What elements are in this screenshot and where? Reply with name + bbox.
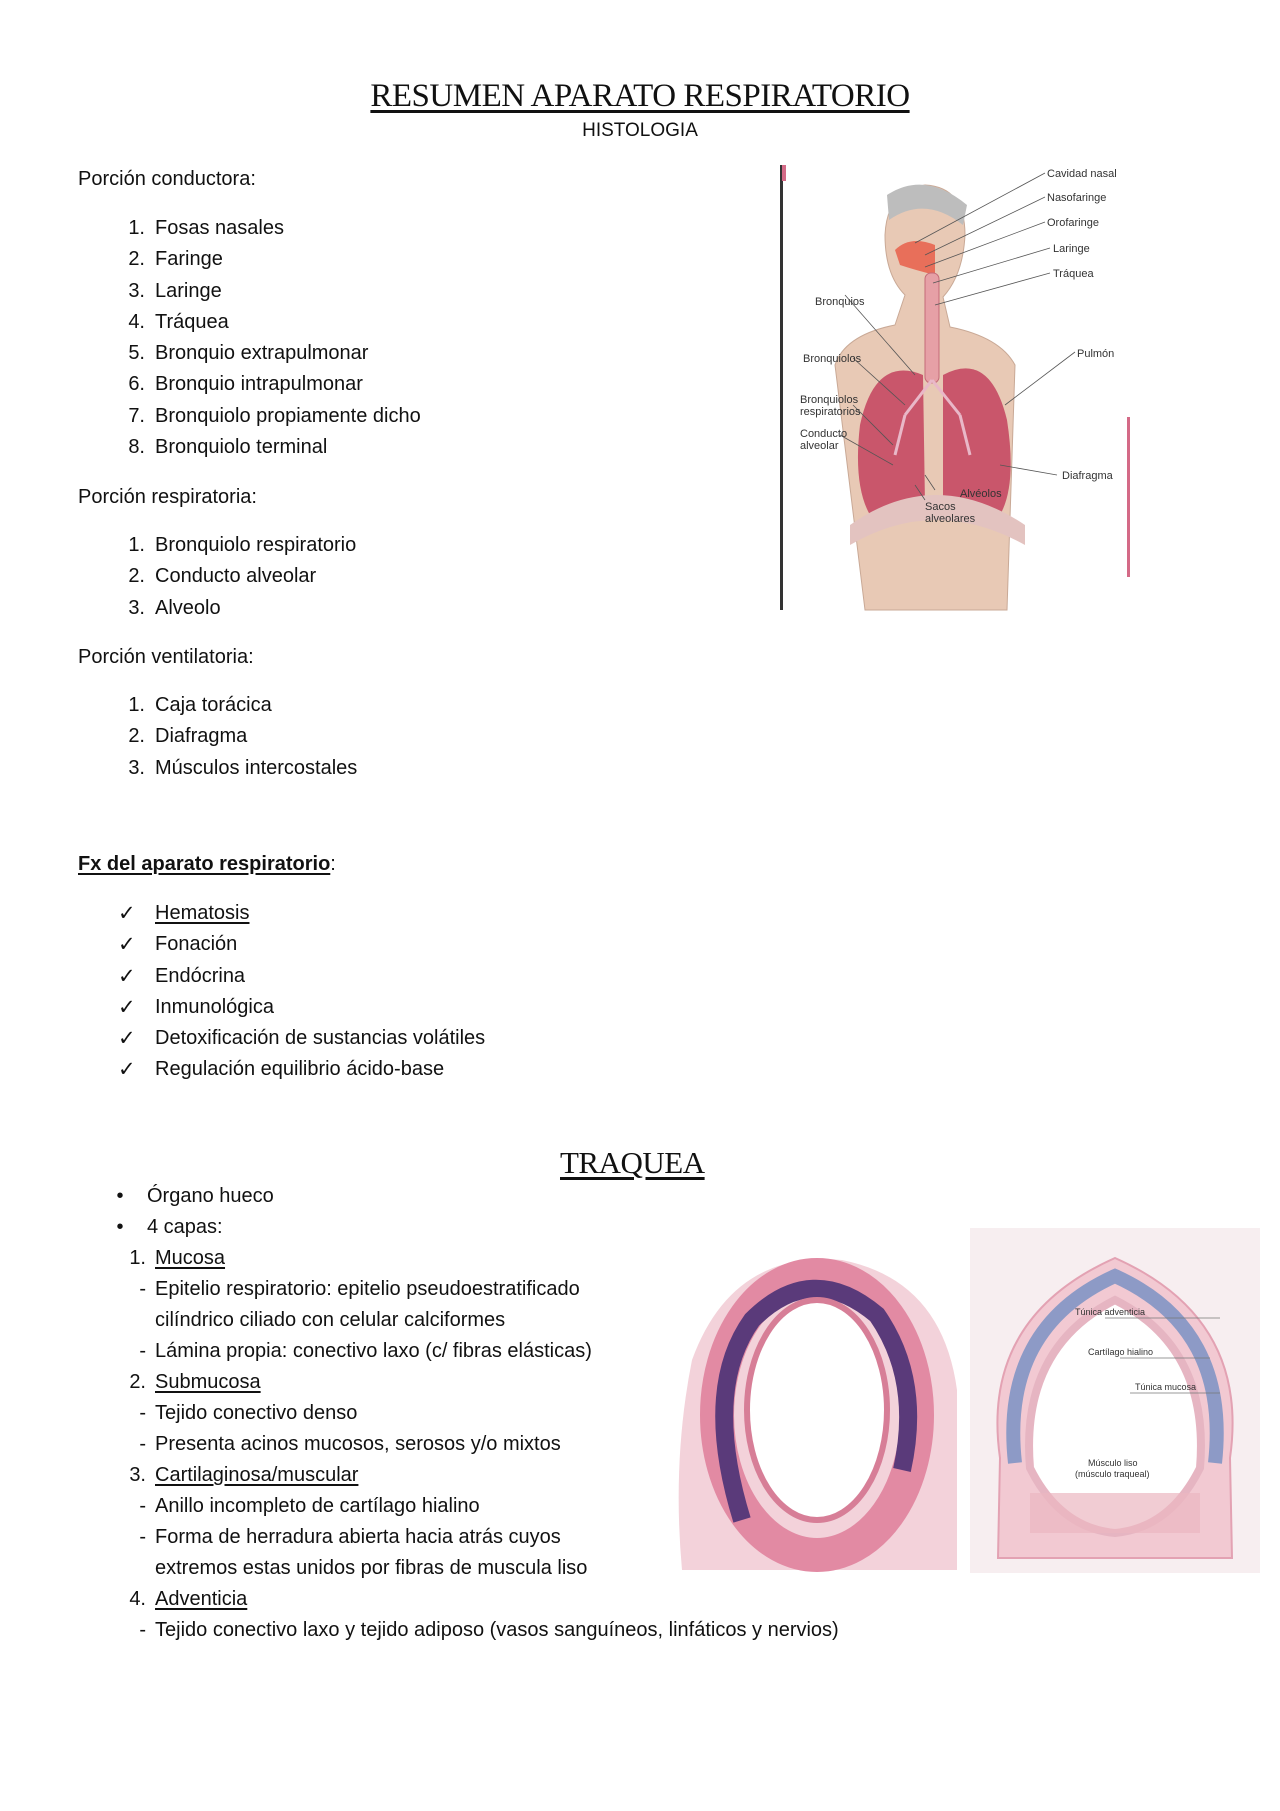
list-item: - Tejido conectivo laxo y tejido adiposo (vasos sanguíneos, linfáticos y nervios) [139, 1619, 839, 1641]
label-tunica-mucosa: Túnica mucosa [1135, 1382, 1197, 1392]
label-sacos: Sacos [925, 501, 956, 513]
list-item: • 4 capas: [116, 1216, 223, 1238]
list-item: ✓ Regulación equilibrio ácido-base [155, 1054, 485, 1085]
label-musculo-traqueal: (músculo traqueal) [1075, 1469, 1150, 1479]
list-item: 1. Fosas nasales [128, 217, 284, 239]
list-item: cilíndrico ciliado con celular calciformes [155, 1309, 506, 1331]
list-item: 5. Bronquio extrapulmonar [128, 342, 369, 365]
figure-left-border [780, 165, 783, 610]
list-item: 2. Conducto alveolar [128, 565, 317, 588]
list-item: - Epitelio respiratorio: epitelio pseudoestratificado [139, 1278, 580, 1300]
page-title: RESUMEN APARATO RESPIRATORIO [370, 78, 910, 114]
respiratory-anatomy-figure [775, 165, 1145, 615]
list-item: 3. Músculos intercostales [128, 756, 358, 779]
list-item: - Anillo incompleto de cartílago hialino [139, 1495, 480, 1517]
list-item: ✓ Detoxificación de sustancias volátiles [155, 1023, 485, 1054]
list-item: ✓ Hematosis [155, 898, 485, 929]
check-icon: ✓ [118, 1027, 136, 1051]
label-bronquiolos: Bronquiolos [803, 353, 862, 365]
list-item: 4. Adventicia [129, 1588, 248, 1610]
label-nasofaringe: Nasofaringe [1047, 192, 1107, 204]
micrograph-lumen [747, 1300, 887, 1520]
list-item: 2. Submucosa [129, 1371, 261, 1393]
label-bronquiolos-resp-2: respiratorios [800, 406, 861, 418]
list-item: 1. Mucosa [129, 1247, 226, 1269]
list-item: • Órgano hueco [116, 1185, 274, 1207]
section-label-respiratoria: Porción respiratoria: [78, 486, 257, 508]
check-icon: ✓ [118, 902, 136, 925]
trachea-schematic [970, 1228, 1260, 1578]
check-icon: ✓ [118, 964, 136, 988]
list-item: extremos estas unidos por fibras de muscula liso [155, 1557, 588, 1579]
functions-list [118, 898, 486, 1086]
list-item: - Forma de herradura abierta hacia atrás cuyos [139, 1526, 561, 1548]
label-bronquiolos-resp: Bronquiolos [800, 394, 859, 406]
trachea-micrograph [672, 1240, 962, 1580]
list-item: 7. Bronquiolo propiamente dicho [128, 404, 421, 427]
section-heading-traquea: TRAQUEA [560, 1145, 705, 1180]
label-orofaringe: Orofaringe [1047, 217, 1099, 229]
section-label-conductora: Porción conductora: [78, 168, 256, 190]
label-conducto: Conducto [800, 428, 848, 440]
label-tunica-adventicia: Túnica adventicia [1075, 1307, 1146, 1317]
check-icon: ✓ [118, 933, 136, 957]
list-item: 6. Bronquio intrapulmonar [128, 373, 363, 396]
list-item: 3. Cartilaginosa/muscular [129, 1464, 359, 1486]
list-item: ✓ Endócrina [155, 961, 485, 992]
list-item: 1. Caja torácica [128, 694, 272, 716]
figure-accent-mark [782, 165, 786, 181]
label-musculo-liso: Músculo liso [1088, 1458, 1138, 1468]
label-pulmon: Pulmón [1077, 348, 1115, 360]
functions-title: Fx del aparato respiratorio: [78, 853, 336, 875]
label-laringe: Laringe [1053, 243, 1090, 255]
label-diafragma: Diafragma [1062, 470, 1113, 482]
check-icon: ✓ [118, 995, 136, 1019]
list-item: 2. Faringe [128, 248, 223, 271]
figure-right-accent [1127, 417, 1130, 577]
label-bronquios: Bronquios [815, 296, 865, 308]
label-cartilago-hialino: Cartílago hialino [1088, 1347, 1154, 1357]
list-item: - Presenta acinos mucosos, serosos y/o mixtos [139, 1433, 561, 1455]
ventilatoria-list [128, 690, 358, 784]
list-item: 4. Tráquea [128, 310, 229, 333]
list-item: ✓ Fonación [155, 929, 485, 960]
respiratoria-list [128, 530, 357, 624]
list-item: 8. Bronquiolo terminal [128, 436, 328, 459]
label-conducto-2: alveolar [800, 440, 839, 452]
label-cavidad-nasal: Cavidad nasal [1047, 168, 1117, 180]
list-item: 3. Alveolo [128, 596, 221, 619]
list-item: - Lámina propia: conectivo laxo (c/ fibras elásticas) [139, 1340, 592, 1362]
label-traquea: Tráquea [1053, 268, 1094, 280]
label-alveolos: Alvéolos [960, 488, 1002, 500]
list-item: 2. Diafragma [128, 725, 248, 748]
label-sacos-2: alveolares [925, 513, 976, 525]
list-item: ✓ Inmunológica [155, 992, 485, 1023]
trachea-shape [925, 273, 939, 383]
list-item: 1. Bronquiolo respiratorio [128, 534, 357, 556]
check-icon: ✓ [118, 1058, 136, 1082]
schematic-smooth-muscle [1030, 1493, 1200, 1533]
list-item: 3. Laringe [128, 279, 222, 302]
conductora-list [128, 213, 421, 463]
section-label-ventilatoria: Porción ventilatoria: [78, 646, 254, 668]
page-subtitle: HISTOLOGIA [582, 120, 698, 141]
list-item: - Tejido conectivo denso [139, 1402, 358, 1424]
